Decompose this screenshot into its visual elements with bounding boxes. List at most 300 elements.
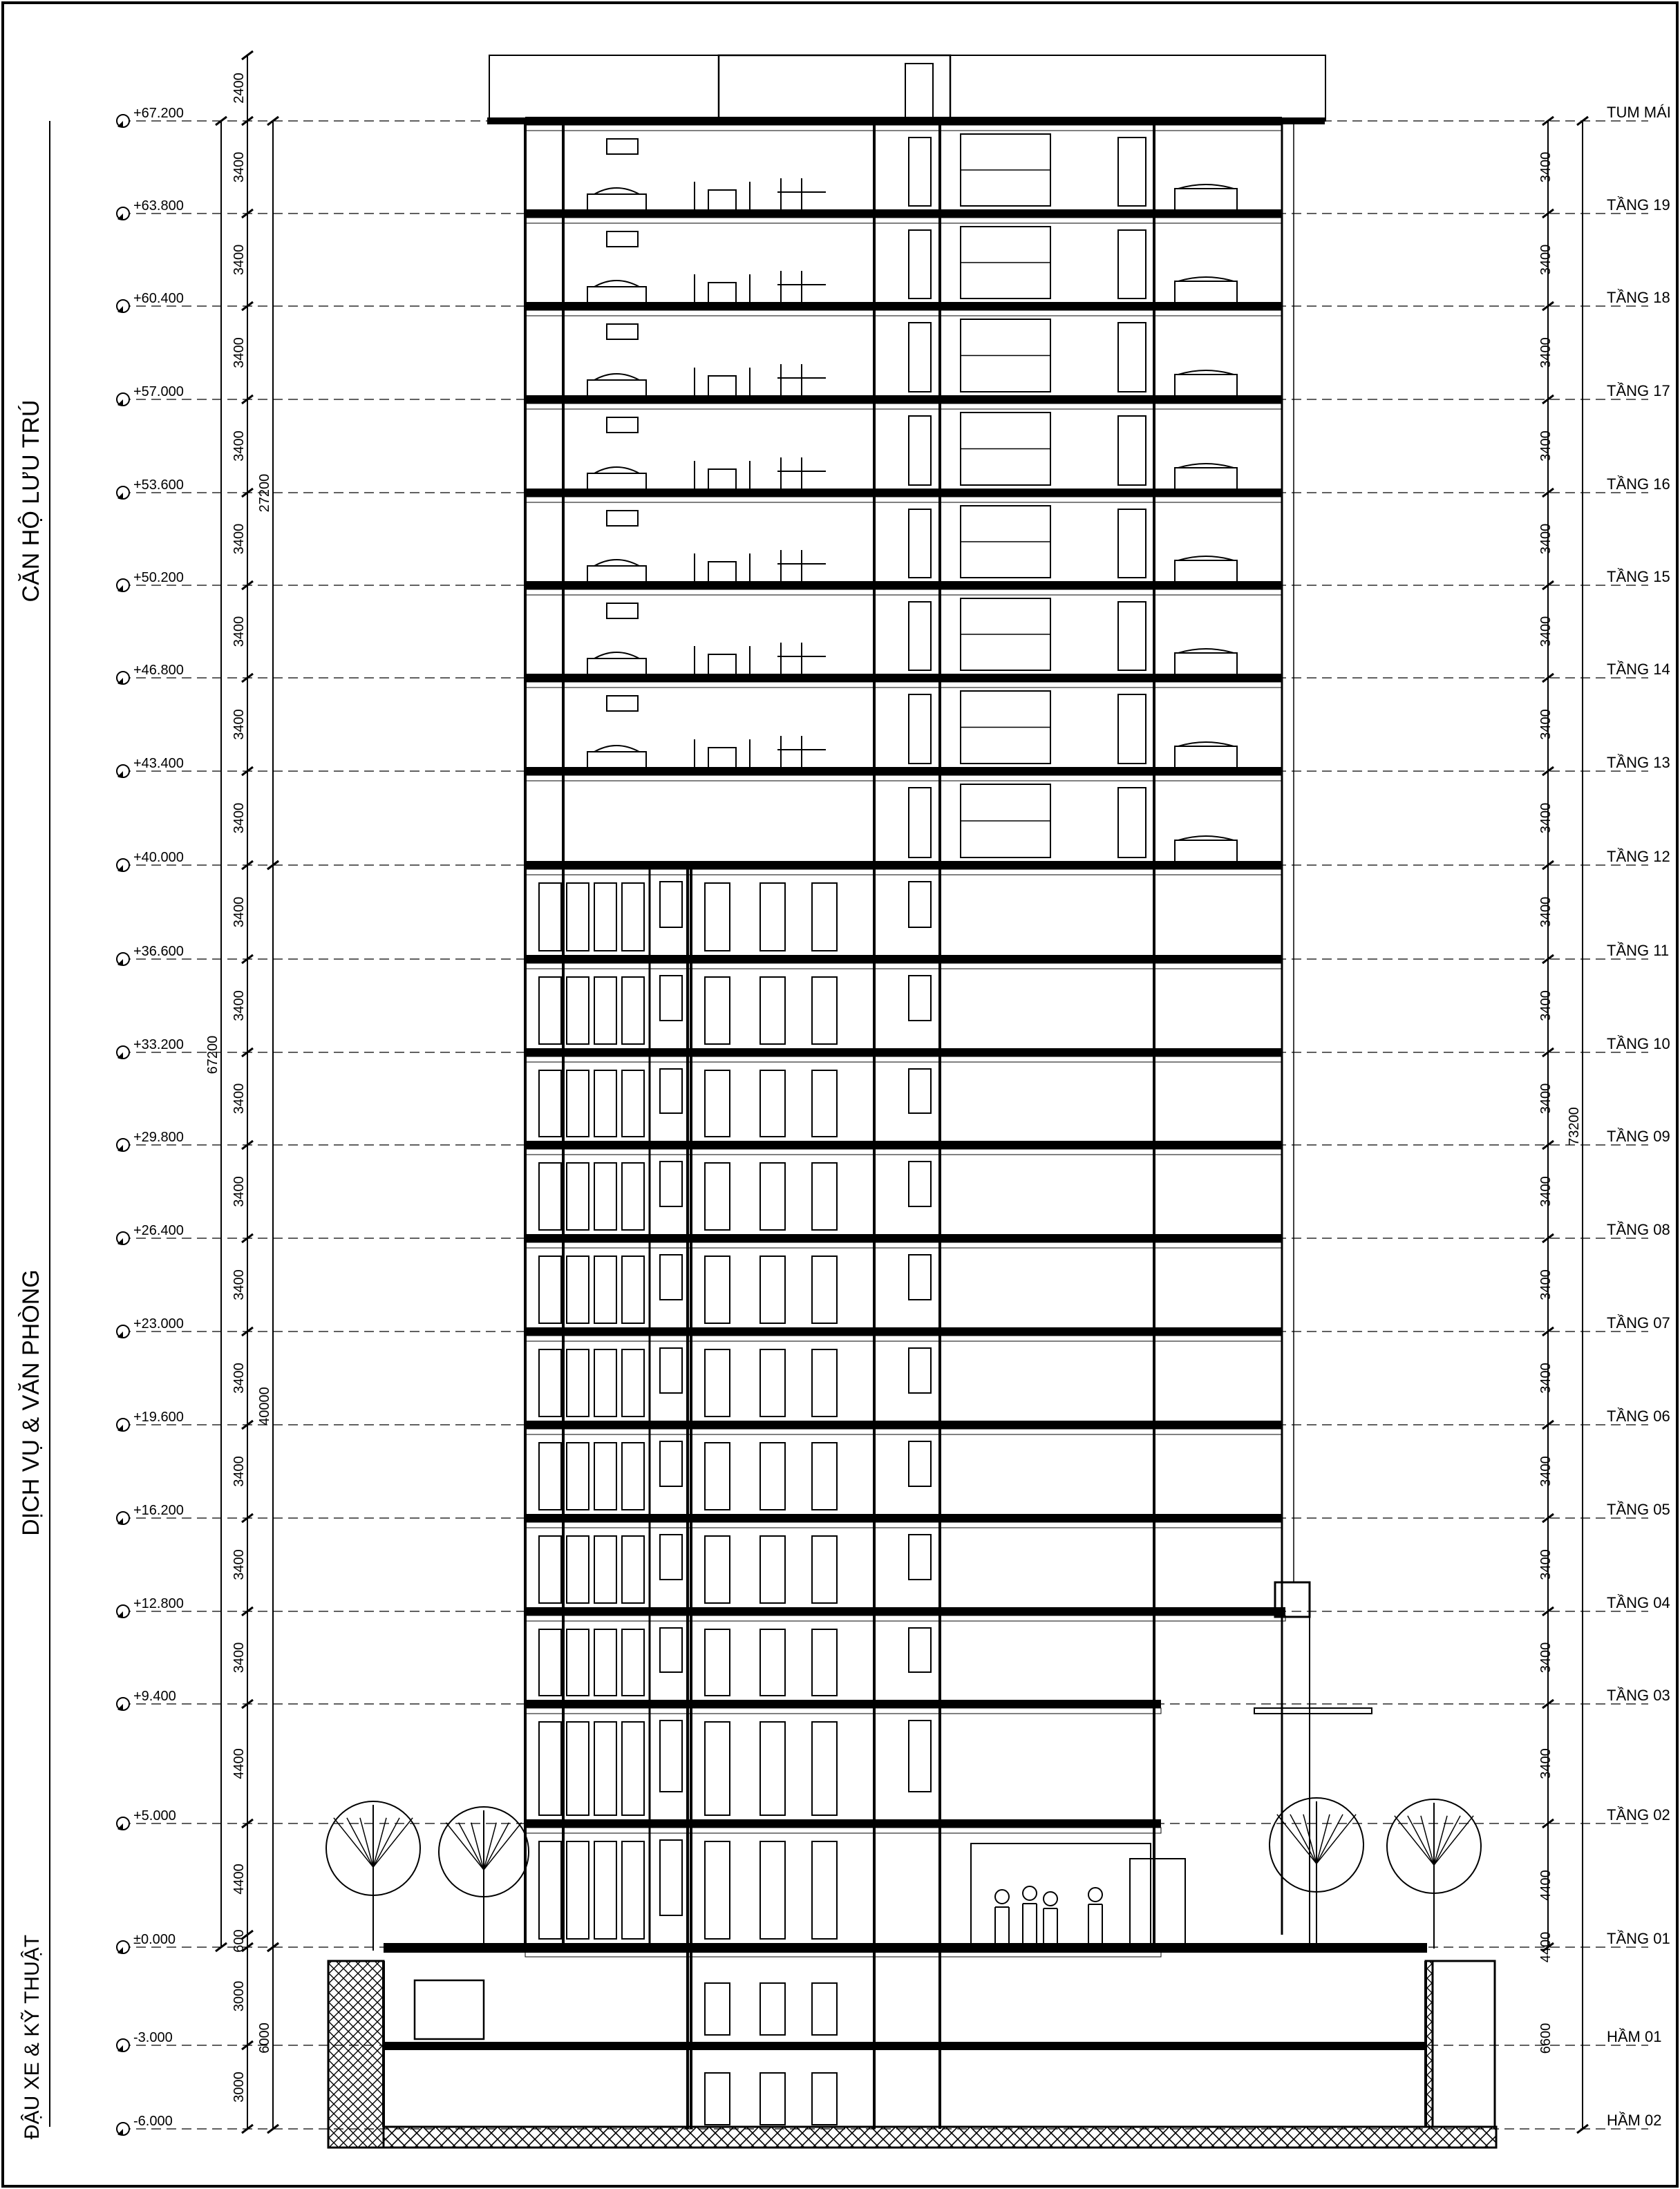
storey-height-label: 3400 bbox=[232, 990, 247, 1021]
apartment-door bbox=[909, 788, 931, 857]
wall-painting bbox=[607, 511, 638, 526]
office-door bbox=[539, 1163, 561, 1230]
dining-set bbox=[695, 274, 750, 302]
elevator-door bbox=[812, 1070, 837, 1137]
dining-set bbox=[695, 646, 750, 674]
office-door bbox=[567, 1536, 589, 1603]
service-door bbox=[660, 1441, 682, 1486]
elevator-door bbox=[705, 1163, 730, 1230]
right-height-label: 3400 bbox=[1538, 1083, 1554, 1115]
wall-painting bbox=[607, 231, 638, 247]
elevator-door bbox=[760, 1163, 785, 1230]
office-door bbox=[539, 1349, 561, 1416]
elevator-door bbox=[705, 1443, 730, 1510]
elevator-door bbox=[812, 977, 837, 1044]
storey-height-label: 3400 bbox=[232, 616, 247, 647]
basement-elevator-door bbox=[705, 1983, 730, 2035]
level-name-label: TẦNG 14 bbox=[1607, 661, 1670, 678]
tree-branch bbox=[446, 1823, 484, 1870]
elevator-door bbox=[760, 1536, 785, 1603]
elevator-door bbox=[760, 1722, 785, 1815]
storey-height-label: 3400 bbox=[232, 1456, 247, 1487]
storey-height-label: 3400 bbox=[232, 151, 247, 183]
elevator-door bbox=[812, 1349, 837, 1416]
right-height-label: 3400 bbox=[1538, 616, 1554, 647]
floor-slab bbox=[525, 861, 1282, 869]
office-door bbox=[594, 1070, 616, 1137]
elevator-door bbox=[812, 1722, 837, 1815]
bar-stools bbox=[777, 364, 826, 395]
floor-slab bbox=[525, 674, 1282, 682]
stair-door bbox=[909, 976, 931, 1021]
level-name-label: TẦNG 05 bbox=[1607, 1501, 1670, 1518]
apartment-door bbox=[909, 509, 931, 578]
slab-ceiling-line bbox=[525, 1242, 1282, 1248]
level-name-label: TUM MÁI bbox=[1607, 104, 1671, 121]
slab-ceiling-line bbox=[525, 310, 1282, 316]
floor-slab bbox=[525, 1421, 1282, 1429]
tree-branch bbox=[347, 1818, 373, 1867]
service-door bbox=[660, 1721, 682, 1792]
sofa bbox=[587, 188, 646, 209]
bar-stools bbox=[777, 643, 826, 674]
service-door bbox=[660, 1628, 682, 1672]
floor-slab bbox=[525, 1700, 1161, 1708]
office-door bbox=[594, 1629, 616, 1696]
office-door bbox=[622, 1629, 644, 1696]
slab-ceiling-line bbox=[525, 1336, 1282, 1341]
sheet-border bbox=[3, 3, 1677, 2186]
lobby-glazing bbox=[971, 1844, 1151, 1947]
elevator-door bbox=[705, 977, 730, 1044]
right-height-label: 3400 bbox=[1538, 896, 1554, 928]
level-name-label: TẦNG 10 bbox=[1607, 1035, 1670, 1052]
level-name-label: TẦNG 06 bbox=[1607, 1408, 1670, 1425]
elevator-door bbox=[760, 1443, 785, 1510]
sofa bbox=[587, 281, 646, 302]
office-door bbox=[539, 1536, 561, 1603]
level-name-label: TẦNG 12 bbox=[1607, 848, 1670, 865]
slab-ceiling-line bbox=[525, 1828, 1161, 1833]
right-height-label: 4400 bbox=[1538, 1870, 1554, 1901]
right-height-label: 3400 bbox=[1538, 1456, 1554, 1487]
storey-height-label: 3000 bbox=[232, 1980, 247, 2012]
storey-height-label: 600 bbox=[232, 1929, 247, 1953]
sofa bbox=[587, 374, 646, 395]
office-door bbox=[622, 1841, 644, 1939]
service-door bbox=[660, 1255, 682, 1300]
bar-stools bbox=[777, 550, 826, 581]
right-height-label: 3400 bbox=[1538, 1363, 1554, 1394]
level-name-label: TẦNG 02 bbox=[1607, 1806, 1670, 1823]
level-name-label: TẦNG 01 bbox=[1607, 1930, 1670, 1947]
slab-ceiling-line bbox=[525, 963, 1282, 969]
level-elevation-label: +36.600 bbox=[133, 944, 184, 959]
tree-branch bbox=[1290, 1814, 1316, 1864]
office-door bbox=[622, 977, 644, 1044]
dining-set bbox=[695, 182, 750, 209]
apartment-door bbox=[909, 602, 931, 670]
sofa bbox=[587, 560, 646, 581]
canopy bbox=[1254, 1708, 1372, 1714]
office-door bbox=[539, 1722, 561, 1815]
apartment-door bbox=[909, 694, 931, 764]
office-door bbox=[622, 1256, 644, 1323]
office-door bbox=[622, 883, 644, 951]
elevator-door bbox=[760, 1256, 785, 1323]
overall-dimension-label: 6000 bbox=[257, 2022, 272, 2054]
level-elevation-label: +63.800 bbox=[133, 198, 184, 214]
stair-door bbox=[909, 1162, 931, 1206]
basement-soil-left bbox=[328, 1961, 384, 2148]
right-height-label: 3400 bbox=[1538, 1176, 1554, 1207]
slab-ceiling-line bbox=[525, 1056, 1282, 1062]
office-door bbox=[567, 1256, 589, 1323]
slab-ceiling-line bbox=[525, 775, 1282, 781]
level-name-label: TẦNG 08 bbox=[1607, 1221, 1670, 1238]
level-elevation-label: +46.800 bbox=[133, 663, 184, 678]
storey-height-label: 3400 bbox=[232, 1269, 247, 1300]
level-name-label: TẦNG 16 bbox=[1607, 475, 1670, 493]
level-elevation-label: -6.000 bbox=[133, 2114, 173, 2129]
office-door bbox=[539, 883, 561, 951]
foundation-slab bbox=[384, 2127, 1496, 2148]
level-name-label: TẦNG 15 bbox=[1607, 568, 1670, 585]
storey-height-label: 4400 bbox=[232, 1748, 247, 1779]
service-door bbox=[660, 1840, 682, 1915]
floor-slab bbox=[525, 1141, 1282, 1149]
tree-left-2 bbox=[439, 1807, 529, 1952]
tree-branch bbox=[1316, 1814, 1343, 1864]
bar-stools bbox=[777, 457, 826, 489]
elevator-door bbox=[760, 883, 785, 951]
stair-door bbox=[909, 882, 931, 927]
level-name-label: TẦNG 19 bbox=[1607, 196, 1670, 214]
elevator-door bbox=[812, 1443, 837, 1510]
slab-ceiling-line bbox=[525, 589, 1282, 595]
level-elevation-label: +26.400 bbox=[133, 1223, 184, 1238]
slab-ceiling-line bbox=[525, 125, 1282, 131]
right-height-label: 3400 bbox=[1538, 802, 1554, 834]
slab-ceiling-line bbox=[525, 1149, 1282, 1155]
wall-painting bbox=[607, 139, 638, 154]
office-door bbox=[594, 1349, 616, 1416]
basement-elevator-door bbox=[812, 1983, 837, 2035]
level-name-label: HẦM 01 bbox=[1607, 2028, 1662, 2045]
storey-height-label: 3400 bbox=[232, 430, 247, 462]
elevator-door bbox=[812, 1256, 837, 1323]
bathroom-door bbox=[1118, 138, 1146, 206]
bed bbox=[1175, 277, 1237, 302]
service-door bbox=[660, 1069, 682, 1113]
elevator-door bbox=[705, 1256, 730, 1323]
level-elevation-label: ±0.000 bbox=[133, 1932, 176, 1947]
elevator-door bbox=[812, 1841, 837, 1939]
elevator-door bbox=[812, 1536, 837, 1603]
level-name-label: TẦNG 07 bbox=[1607, 1314, 1670, 1332]
elevator-door bbox=[812, 1163, 837, 1230]
level-elevation-label: +60.400 bbox=[133, 291, 184, 306]
office-door bbox=[594, 883, 616, 951]
storey-height-label: 3400 bbox=[232, 1176, 247, 1207]
tree-right-1 bbox=[1270, 1798, 1363, 1947]
office-door bbox=[539, 977, 561, 1044]
level-elevation-label: +67.200 bbox=[133, 106, 184, 121]
level-elevation-label: +50.200 bbox=[133, 570, 184, 585]
tree-right-2 bbox=[1387, 1799, 1481, 1949]
elevator-door bbox=[705, 1070, 730, 1137]
level-name-label: TẦNG 17 bbox=[1607, 382, 1670, 399]
sofa bbox=[587, 746, 646, 767]
bed bbox=[1175, 836, 1237, 861]
office-door bbox=[594, 1841, 616, 1939]
stair-door bbox=[909, 1255, 931, 1300]
right-height-label: 3400 bbox=[1538, 337, 1554, 368]
stair-tower-housing bbox=[719, 55, 950, 121]
zone-label-office: DỊCH VỤ & VĂN PHÒNG bbox=[18, 1269, 44, 1536]
wall-painting bbox=[607, 417, 638, 433]
elevator-door bbox=[760, 977, 785, 1044]
office-door bbox=[567, 977, 589, 1044]
level-elevation-label: +29.800 bbox=[133, 1130, 184, 1145]
zone-label-residential: CĂN HỘ LƯU TRÚ bbox=[18, 399, 44, 603]
right-height-label: 3400 bbox=[1538, 709, 1554, 740]
bathroom-door bbox=[1118, 694, 1146, 764]
office-door bbox=[622, 1070, 644, 1137]
right-height-label: 3400 bbox=[1538, 990, 1554, 1021]
elevator-door bbox=[705, 883, 730, 951]
overall-dimension-label: 67200 bbox=[205, 1035, 220, 1074]
office-door bbox=[594, 1163, 616, 1230]
storey-height-label: 4400 bbox=[232, 1864, 247, 1895]
floor-slab bbox=[525, 395, 1282, 404]
roof-parapet bbox=[489, 55, 1325, 121]
wall-painting bbox=[607, 603, 638, 618]
level-elevation-label: +43.400 bbox=[133, 756, 184, 771]
bar-stools bbox=[777, 271, 826, 302]
level-name-label: TẦNG 18 bbox=[1607, 289, 1670, 306]
basement-wall-right bbox=[1426, 1961, 1495, 2127]
bed bbox=[1175, 184, 1237, 209]
bathroom-door bbox=[1118, 323, 1146, 392]
roof-slab bbox=[487, 117, 1325, 124]
storey-height-label: 3400 bbox=[232, 709, 247, 740]
office-door bbox=[567, 883, 589, 951]
tree-branch bbox=[373, 1818, 399, 1867]
level-name-label: TẦNG 13 bbox=[1607, 754, 1670, 771]
bed bbox=[1175, 649, 1237, 674]
storey-height-label: 3400 bbox=[232, 802, 247, 834]
basement-elevator-door bbox=[760, 2073, 785, 2125]
slab-ceiling-line bbox=[525, 1615, 1285, 1621]
level-name-label: TẦNG 03 bbox=[1607, 1687, 1670, 1704]
office-door bbox=[567, 1629, 589, 1696]
storey-height-label: 3400 bbox=[232, 1083, 247, 1115]
office-door bbox=[594, 1722, 616, 1815]
level-elevation-label: +9.400 bbox=[133, 1689, 176, 1704]
elevator-door bbox=[705, 1841, 730, 1939]
stair-door bbox=[909, 1441, 931, 1486]
level-elevation-label: +53.600 bbox=[133, 477, 184, 493]
floor-slab bbox=[525, 581, 1282, 589]
basement-double-door bbox=[415, 1980, 484, 2039]
floor-slab bbox=[525, 1514, 1282, 1522]
apartment-door bbox=[909, 138, 931, 206]
tree-branch bbox=[373, 1818, 413, 1867]
right-height-label: 3400 bbox=[1538, 244, 1554, 276]
floor-slab bbox=[525, 302, 1282, 310]
office-door bbox=[539, 1443, 561, 1510]
stair-door bbox=[909, 1348, 931, 1393]
right-total-label: 73200 bbox=[1567, 1107, 1582, 1146]
office-door bbox=[539, 1629, 561, 1696]
sofa bbox=[587, 467, 646, 489]
bar-stools bbox=[777, 178, 826, 209]
bathroom-door bbox=[1118, 230, 1146, 298]
tree-branch bbox=[1434, 1816, 1473, 1865]
bed bbox=[1175, 556, 1237, 581]
bed bbox=[1175, 464, 1237, 489]
sofa bbox=[587, 652, 646, 674]
basement-elevator-door bbox=[812, 2073, 837, 2125]
basement-elevator-door bbox=[760, 1983, 785, 2035]
level-elevation-label: +33.200 bbox=[133, 1037, 184, 1052]
office-door bbox=[567, 1841, 589, 1939]
floor-slab bbox=[525, 1819, 1161, 1828]
slab-ceiling-line bbox=[525, 1429, 1282, 1434]
overall-dimension-label: 27200 bbox=[257, 473, 272, 513]
lobby-entrance-block bbox=[1130, 1859, 1185, 1947]
stair-door bbox=[909, 1628, 931, 1672]
right-height-label: 4400 bbox=[1538, 1931, 1554, 1963]
service-door bbox=[660, 882, 682, 927]
lobby-people bbox=[995, 1886, 1102, 1945]
basement-01-slab bbox=[384, 2042, 1427, 2050]
right-height-label: 3400 bbox=[1538, 1549, 1554, 1580]
office-door bbox=[539, 1841, 561, 1939]
elevator-door bbox=[812, 883, 837, 951]
ground-slab bbox=[384, 1943, 1427, 1953]
storey-height-label: 3400 bbox=[232, 244, 247, 276]
storey-height-label: 3400 bbox=[232, 1549, 247, 1580]
level-elevation-label: +16.200 bbox=[133, 1503, 184, 1518]
floor-slab bbox=[525, 955, 1282, 963]
elevator-door bbox=[760, 1841, 785, 1939]
storey-height-label: 3400 bbox=[232, 896, 247, 928]
floor-slab bbox=[525, 209, 1282, 218]
zone-label-parking: ĐẬU XE & KỸ THUẬT bbox=[21, 1934, 44, 2140]
level-name-label: TẦNG 04 bbox=[1607, 1594, 1670, 1611]
office-door bbox=[594, 1256, 616, 1323]
bathroom-door bbox=[1118, 602, 1146, 670]
bed bbox=[1175, 742, 1237, 767]
dining-set bbox=[695, 553, 750, 581]
right-height-label: 3400 bbox=[1538, 1269, 1554, 1300]
level-elevation-label: -3.000 bbox=[133, 2030, 173, 2045]
slab-ceiling-line bbox=[525, 404, 1282, 409]
office-door bbox=[539, 1256, 561, 1323]
right-height-label: 3400 bbox=[1538, 151, 1554, 183]
tree-branch bbox=[484, 1823, 509, 1870]
floor-slab bbox=[525, 1234, 1282, 1242]
level-elevation-label: +12.800 bbox=[133, 1596, 184, 1611]
overall-dimension-label: 40000 bbox=[257, 1387, 272, 1425]
apartment-door bbox=[909, 323, 931, 392]
apartment-door bbox=[909, 230, 931, 298]
office-door bbox=[594, 977, 616, 1044]
elevator-door bbox=[705, 1349, 730, 1416]
level-elevation-label: +40.000 bbox=[133, 850, 184, 865]
dining-set bbox=[695, 368, 750, 395]
slab-ceiling-line bbox=[525, 1522, 1282, 1528]
storey-height-label: 3400 bbox=[232, 1642, 247, 1674]
right-height-label: 3400 bbox=[1538, 1642, 1554, 1674]
office-door bbox=[622, 1163, 644, 1230]
right-height-label: 3400 bbox=[1538, 430, 1554, 462]
dining-set bbox=[695, 461, 750, 489]
elevator-door bbox=[705, 1536, 730, 1603]
bathroom-door bbox=[1118, 509, 1146, 578]
floor-slab bbox=[525, 489, 1282, 497]
storey-height-label: 2400 bbox=[232, 73, 247, 104]
slab-ceiling-line bbox=[525, 497, 1282, 502]
level-name-label: TẦNG 09 bbox=[1607, 1128, 1670, 1145]
slab-ceiling-line bbox=[525, 682, 1282, 688]
storey-height-label: 3400 bbox=[232, 523, 247, 555]
basement-elevator-door bbox=[705, 2073, 730, 2125]
slab-ceiling-line bbox=[525, 218, 1282, 223]
apartment-door bbox=[909, 416, 931, 485]
elevator-door bbox=[760, 1070, 785, 1137]
level-elevation-label: +5.000 bbox=[133, 1808, 176, 1823]
bathroom-door bbox=[1118, 788, 1146, 857]
office-door bbox=[567, 1722, 589, 1815]
level-elevation-label: +19.600 bbox=[133, 1410, 184, 1425]
bed bbox=[1175, 370, 1237, 395]
slab-ceiling-line bbox=[525, 869, 1282, 875]
office-door bbox=[622, 1443, 644, 1510]
tree-branch bbox=[484, 1823, 522, 1870]
level-elevation-label: +23.000 bbox=[133, 1316, 184, 1332]
right-basement-label: 6600 bbox=[1538, 2022, 1554, 2054]
level-name-label: TẦNG 11 bbox=[1607, 942, 1670, 959]
bathroom-door bbox=[1118, 416, 1146, 485]
office-door bbox=[594, 1443, 616, 1510]
office-door bbox=[567, 1163, 589, 1230]
dining-set bbox=[695, 739, 750, 767]
tree-branch bbox=[334, 1818, 373, 1867]
storey-height-label: 3400 bbox=[232, 337, 247, 368]
floor-slab bbox=[525, 767, 1282, 775]
service-door bbox=[660, 976, 682, 1021]
wall-painting bbox=[607, 324, 638, 339]
service-door bbox=[660, 1348, 682, 1393]
floor-slab bbox=[525, 1607, 1285, 1615]
floor-slab bbox=[525, 1327, 1282, 1336]
office-door bbox=[622, 1536, 644, 1603]
stair-door bbox=[909, 1069, 931, 1113]
service-door bbox=[660, 1535, 682, 1580]
roof-access-door bbox=[905, 64, 933, 120]
level-elevation-label: +57.000 bbox=[133, 384, 184, 399]
service-door bbox=[660, 1162, 682, 1206]
elevator-door bbox=[760, 1349, 785, 1416]
bar-stools bbox=[777, 736, 826, 767]
office-door bbox=[567, 1349, 589, 1416]
floor-slab bbox=[525, 1048, 1282, 1056]
stair-door bbox=[909, 1721, 931, 1792]
elevator-door bbox=[812, 1629, 837, 1696]
